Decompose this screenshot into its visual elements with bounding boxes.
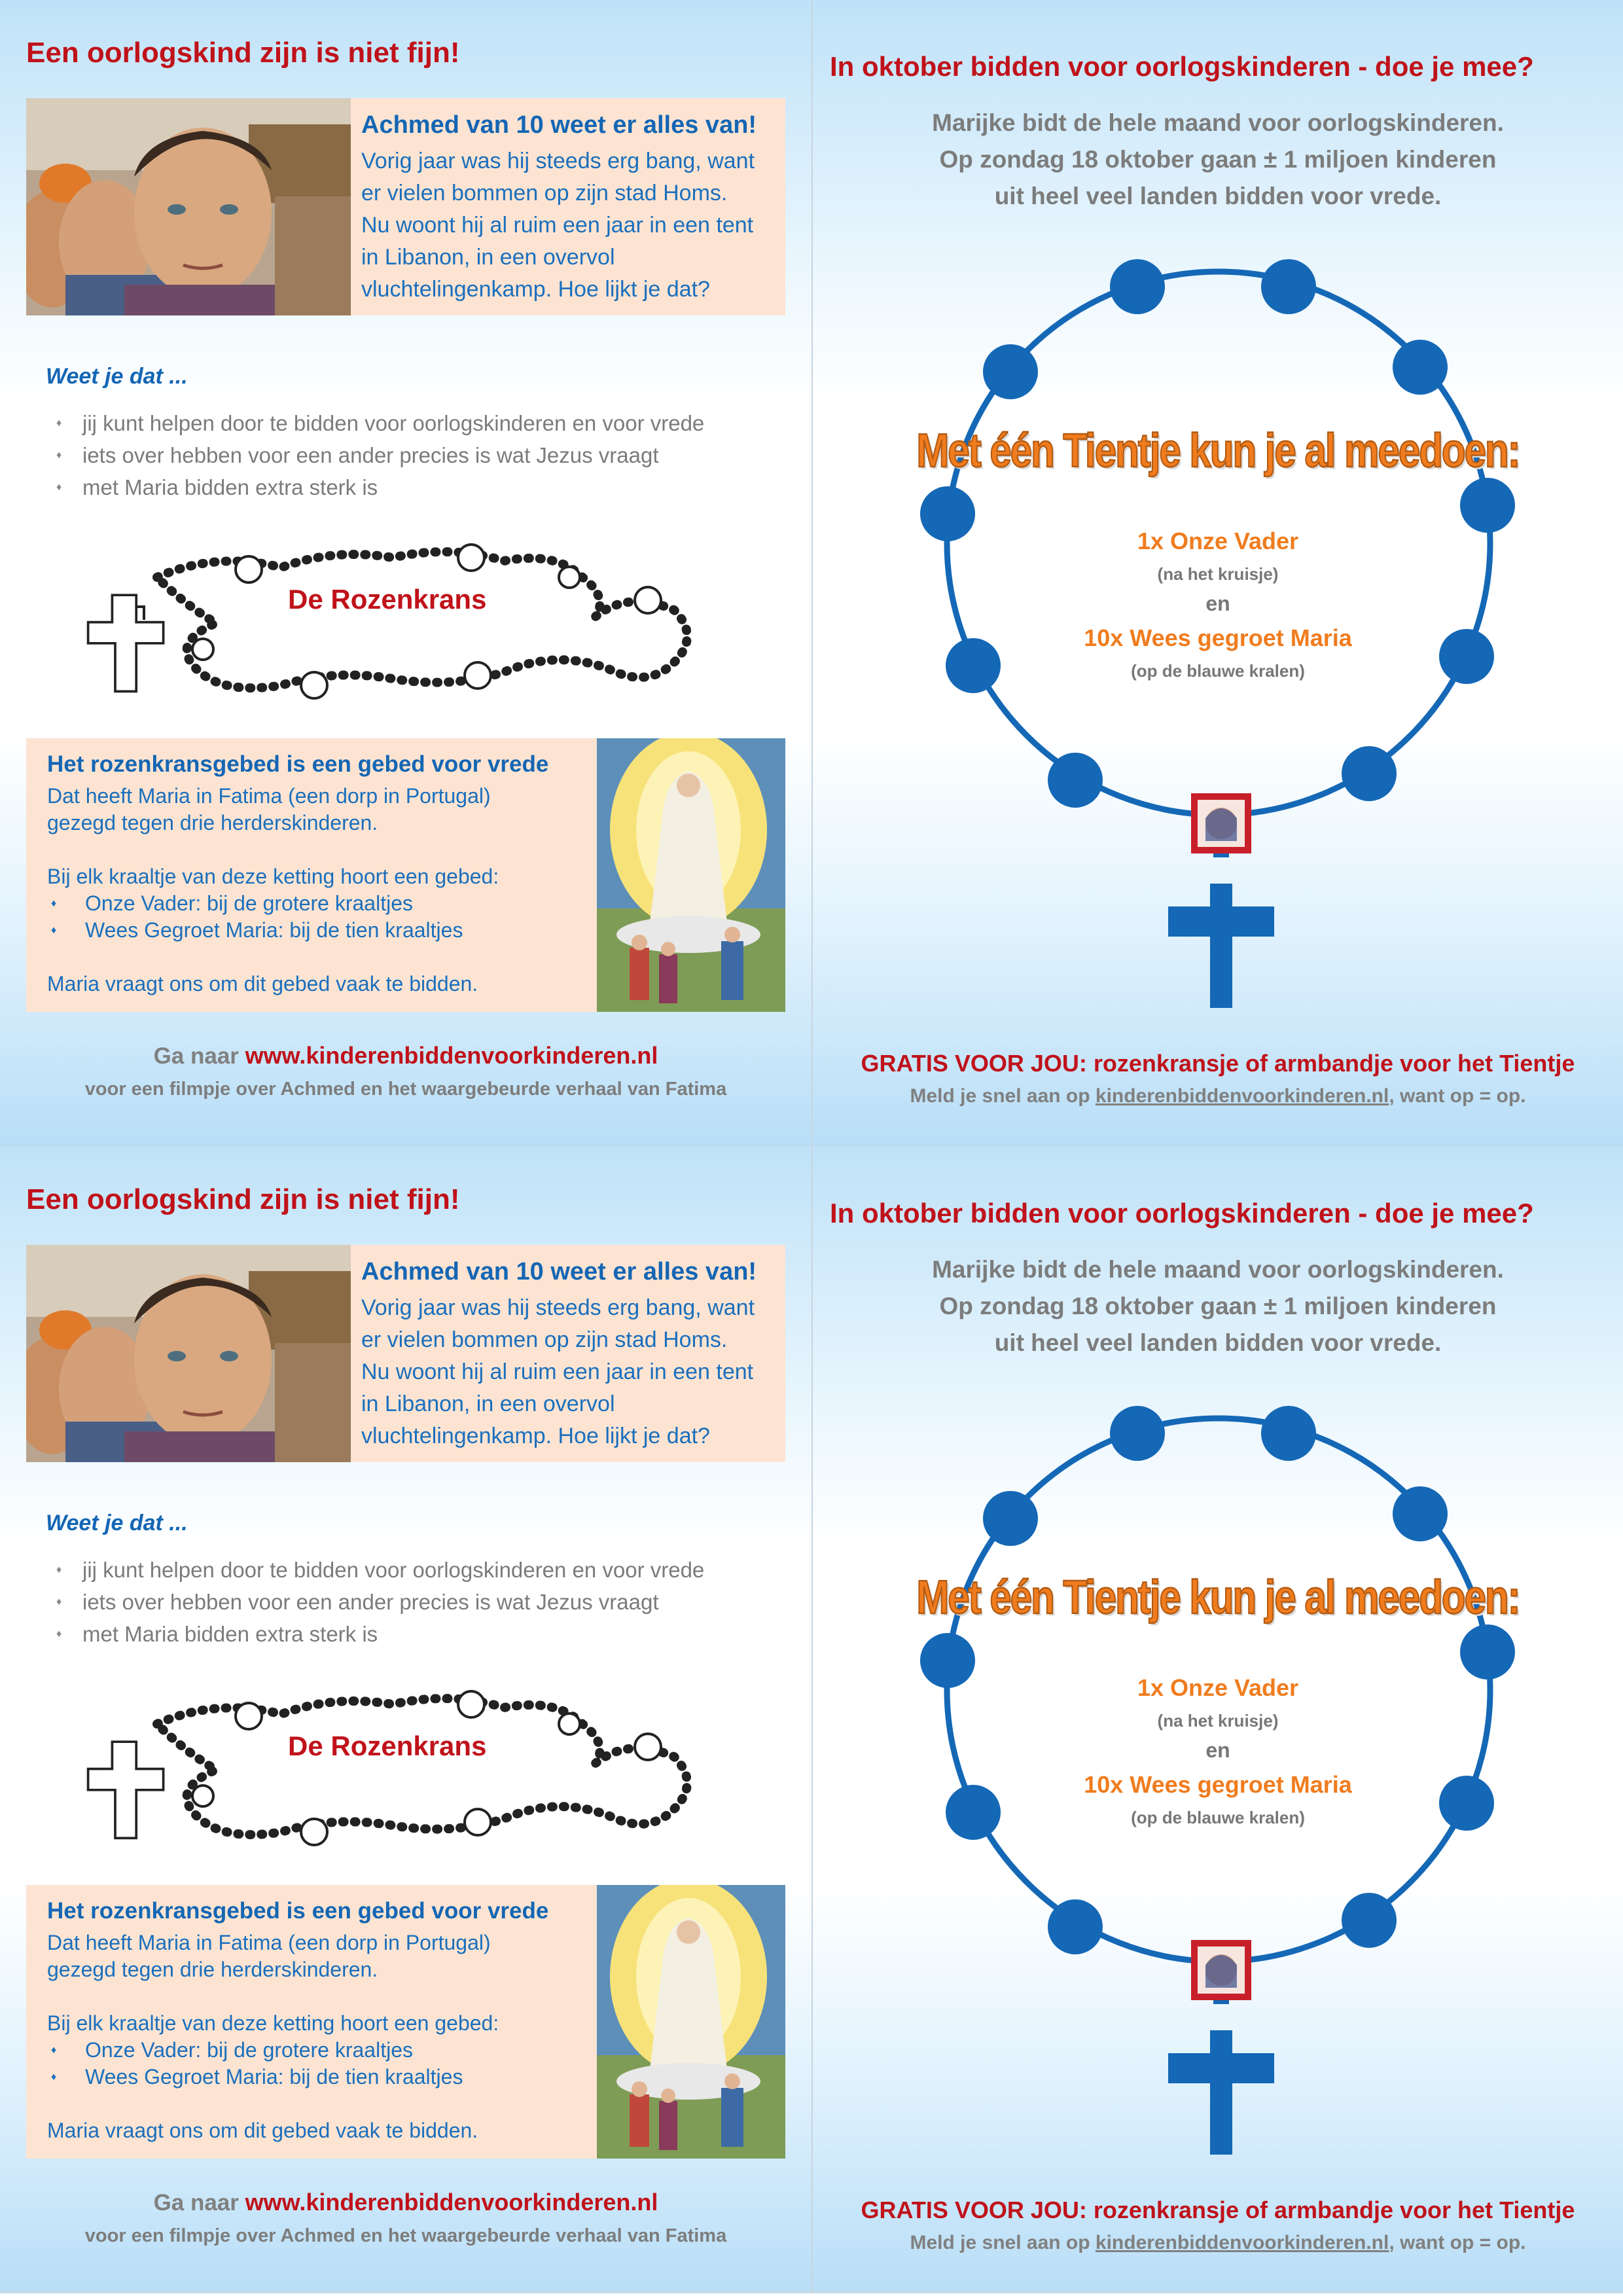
gebed-text	[47, 1929, 590, 2144]
wees-gegroet: 10x Wees gegroet Maria	[1084, 1771, 1352, 1798]
gebed-heading: Het rozenkransgebed is een gebed voor vrede	[47, 1898, 549, 1924]
rosary-drawing	[85, 538, 713, 715]
kruisje-note: (na het kruisje)	[1157, 564, 1279, 584]
rosary-drawing	[85, 1685, 713, 1861]
meld-link[interactable]: kinderenbiddenvoorkinderen.nl	[1095, 1085, 1389, 1107]
intro-line: uit heel veel landen bidden voor vrede.	[994, 183, 1442, 209]
wees-gegroet: 10x Wees gegroet Maria	[1084, 624, 1352, 651]
gebed-line: Bij elk kraaltje van deze ketting hoort een gebed:	[47, 865, 499, 888]
gebed-line: gezegd tegen drie herderskinderen.	[47, 811, 378, 834]
right-title: In oktober bidden voor oorlogskinderen - doe je mee?	[830, 51, 1534, 82]
flyer-bottom	[0, 1147, 1623, 2293]
intro-text	[813, 105, 1623, 215]
rosary-label: De Rozenkrans	[281, 584, 493, 615]
arc-text: Met één Tientje kun je al meedoen:	[916, 1571, 1520, 1624]
en-label: en	[1205, 592, 1230, 615]
achmed-photo	[26, 98, 351, 315]
ga-naar-label: Ga naar	[153, 2190, 239, 2215]
en-label: en	[1205, 1738, 1230, 1762]
arc-text: Met één Tientje kun je al meedoen:	[916, 424, 1520, 477]
website-link[interactable]: www.kinderenbiddenvoorkinderen.nl	[245, 2189, 658, 2215]
onze-vader: 1x Onze Vader	[1137, 1674, 1299, 1701]
ga-naar-line	[0, 1042, 812, 1069]
ga-naar-line	[0, 2189, 812, 2216]
ga-naar-label: Ga naar	[153, 1043, 239, 1069]
story-line: Nu woont hij al ruim een jaar in een tent	[361, 213, 754, 238]
gebed-item: ♦ Onze Vader: bij de grotere kraaltjes	[47, 2037, 590, 2064]
meld-post: , want op = op.	[1389, 1085, 1526, 1107]
story-line: vluchtelingenkamp. Hoe lijkt je dat?	[361, 277, 710, 302]
story-line: in Libanon, in een overvol	[361, 1391, 615, 1416]
right-panel	[813, 0, 1623, 1147]
gebed-closing: Maria vraagt ons om dit gebed vaak te bidden.	[47, 972, 478, 996]
intro-text	[813, 1251, 1623, 1361]
weet-list	[46, 1554, 792, 1650]
fatima-image	[597, 1885, 785, 2159]
gebed-text	[47, 783, 590, 997]
film-note: voor een filmpje over Achmed en het waargebeurde verhaal van Fatima	[84, 1079, 727, 1100]
story-line: Nu woont hij al ruim een jaar in een tent	[361, 1359, 754, 1384]
weet-bullet: ♦ iets over hebben voor een ander precies is wat Jezus vraagt	[46, 1586, 792, 1618]
meld-pre: Meld je snel aan op	[910, 1085, 1096, 1107]
left-panel	[0, 1147, 812, 2293]
intro-line: Op zondag 18 oktober gaan ± 1 miljoen kinderen	[939, 1293, 1497, 1319]
gebed-line: Dat heeft Maria in Fatima (een dorp in Portugal)	[47, 1931, 491, 1954]
weet-bullet: ♦ met Maria bidden extra sterk is	[46, 471, 792, 503]
story-heading: Achmed van 10 weet er alles van!	[361, 111, 757, 139]
story-line: er vielen bommen op zijn stad Homs.	[361, 181, 728, 206]
story-line: Vorig jaar was hij steeds erg bang, want	[361, 149, 755, 173]
meld-post: , want op = op.	[1389, 2232, 1526, 2253]
fatima-image	[597, 738, 785, 1012]
weet-list	[46, 407, 792, 503]
rosary-illustration	[85, 538, 713, 715]
bottom-edge-line	[0, 2291, 1623, 2292]
weet-heading: Weet je dat ...	[46, 1511, 188, 1535]
meld-link[interactable]: kinderenbiddenvoorkinderen.nl	[1095, 2232, 1389, 2253]
achmed-photo	[26, 1245, 351, 1462]
kruisje-note: (na het kruisje)	[1157, 1711, 1279, 1731]
weet-heading: Weet je dat ...	[46, 364, 188, 389]
gratis-line: GRATIS VOOR JOU: rozenkransje of armbandje voor het Tientje	[861, 2197, 1575, 2223]
story-line: er vielen bommen op zijn stad Homs.	[361, 1327, 728, 1352]
left-panel	[0, 0, 812, 1147]
website-link[interactable]: www.kinderenbiddenvoorkinderen.nl	[245, 1042, 658, 1069]
weet-bullet: ♦ met Maria bidden extra sterk is	[46, 1618, 792, 1650]
kralen-note: (op de blauwe kralen)	[1131, 1808, 1305, 1827]
gebed-line: gezegd tegen drie herderskinderen.	[47, 1958, 378, 1981]
gebed-list	[47, 890, 590, 944]
right-title: In oktober bidden voor oorlogskinderen - doe je mee?	[830, 1198, 1534, 1229]
rosary-illustration	[85, 1685, 713, 1861]
gebed-heading: Het rozenkransgebed is een gebed voor vrede	[47, 751, 549, 777]
gebed-closing: Maria vraagt ons om dit gebed vaak te bidden.	[47, 2119, 478, 2142]
left-title: Een oorlogskind zijn is niet fijn!	[26, 37, 460, 69]
story-heading: Achmed van 10 weet er alles van!	[361, 1258, 757, 1285]
kralen-note: (op de blauwe kralen)	[1131, 661, 1305, 681]
story-line: vluchtelingenkamp. Hoe lijkt je dat?	[361, 1424, 710, 1448]
gratis-line: GRATIS VOOR JOU: rozenkransje of armbandje voor het Tientje	[861, 1050, 1575, 1077]
intro-line: Marijke bidt de hele maand voor oorlogskinderen.	[932, 109, 1504, 136]
intro-line: Op zondag 18 oktober gaan ± 1 miljoen kinderen	[939, 146, 1497, 173]
story-line: in Libanon, in een overvol	[361, 245, 615, 270]
story-text	[361, 1292, 780, 1452]
meld-line	[813, 1085, 1623, 1107]
gebed-item: ♦ Wees Gegroet Maria: bij de tien kraaltjes	[47, 917, 590, 944]
film-note: voor een filmpje over Achmed en het waargebeurde verhaal van Fatima	[84, 2225, 727, 2246]
right-panel	[813, 1147, 1623, 2293]
meld-line	[813, 2232, 1623, 2254]
story-line: Vorig jaar was hij steeds erg bang, want	[361, 1295, 755, 1320]
gebed-item: ♦ Wees Gegroet Maria: bij de tien kraaltjes	[47, 2064, 590, 2090]
meld-pre: Meld je snel aan op	[910, 2232, 1096, 2253]
cross-icon	[1210, 884, 1232, 1008]
intro-line: Marijke bidt de hele maand voor oorlogskinderen.	[932, 1256, 1504, 1283]
story-text	[361, 145, 780, 306]
rosary-label: De Rozenkrans	[281, 1731, 493, 1762]
left-title: Een oorlogskind zijn is niet fijn!	[26, 1183, 460, 1215]
weet-bullet: ♦ jij kunt helpen door te bidden voor oorlogskinderen en voor vrede	[46, 407, 792, 439]
gebed-line: Bij elk kraaltje van deze ketting hoort een gebed:	[47, 2011, 499, 2035]
gebed-list	[47, 2037, 590, 2090]
weet-bullet: ♦ jij kunt helpen door te bidden voor oorlogskinderen en voor vrede	[46, 1554, 792, 1586]
onze-vader: 1x Onze Vader	[1137, 528, 1299, 554]
intro-line: uit heel veel landen bidden voor vrede.	[994, 1329, 1442, 1356]
weet-bullet: ♦ iets over hebben voor een ander precies is wat Jezus vraagt	[46, 439, 792, 471]
gebed-line: Dat heeft Maria in Fatima (een dorp in Portugal)	[47, 784, 491, 808]
flyer-top	[0, 0, 1623, 1147]
gebed-item: ♦ Onze Vader: bij de grotere kraaltjes	[47, 890, 590, 917]
